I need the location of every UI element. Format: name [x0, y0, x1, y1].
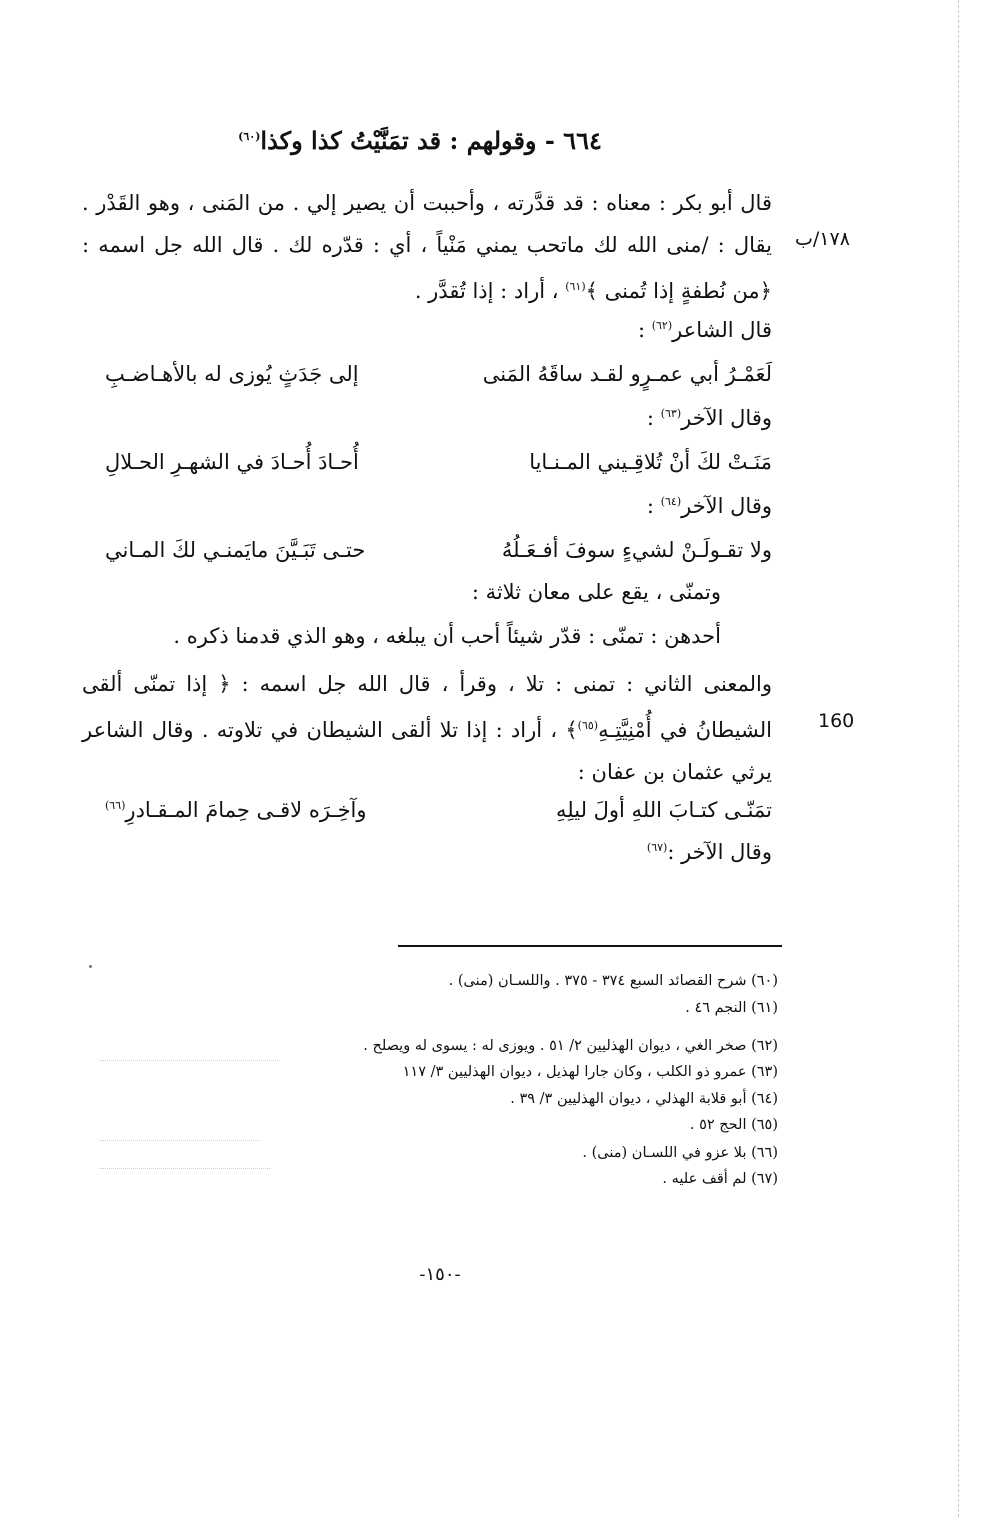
- verse-2-first-hemistich: مَنَـتْ لكَ أنْ تُلاقِـيني المـنـايا: [529, 450, 772, 474]
- verse-4-first-hemistich: تمَنّـى كتـابَ اللهِ أولَ ليلِهِ: [556, 798, 772, 822]
- verse-1: [105, 362, 772, 392]
- page-number: -١٥٠-: [419, 1264, 461, 1285]
- verse-2-second-hemistich: أُحـادَ أُحـادَ في الشهـرِ الحـلالِ: [105, 450, 359, 474]
- page-edge-dashed-line: [958, 0, 959, 1517]
- footnote-63: (٦٣) عمرو ذو الكلب ، وكان جارا لهذيل ، ديوان الهذليين ٣/ ١١٧: [402, 1064, 778, 1080]
- footnote-64: (٦٤) أبو قلابة الهذلي ، ديوان الهذليين ٣/ ٣٩ .: [510, 1091, 778, 1107]
- verse-1-second-hemistich: إلى جَدَثٍ يُوزى له بالأهـاضـبِ: [105, 362, 359, 386]
- section-heading: ٦٦٤ - وقولهم : قد تمَنَّيْتُ كذا وكذا$^{(٦٠)}$: [238, 126, 602, 155]
- scan-faint-dots: [100, 1168, 270, 1169]
- margin-number: 160: [818, 710, 855, 732]
- poet-intro-5: وقال الآخر :$^{(٦٧)}$: [646, 840, 772, 864]
- footnote-65: (٦٥) الحج ٥٢ .: [689, 1117, 778, 1133]
- footnote-60: (٦٠) شرح القصائد السبع ٣٧٤ - ٣٧٥ . واللسـان (منى) .: [448, 973, 778, 989]
- verse-4: [105, 798, 772, 828]
- footnote-66: (٦٦) بلا عزو في اللسـان (منى) .: [582, 1145, 778, 1161]
- footnote-separator: [398, 945, 782, 947]
- scan-faint-dots: [100, 1060, 280, 1061]
- verse-1-first-hemistich: لَعَمْـرُ أبي عمـرٍو لقـد ساقَهُ المَنى: [482, 362, 772, 386]
- verse-3-second-hemistich: حتـى تَبَـيَّنَ مايَمنـي لكَ المـاني: [105, 538, 366, 562]
- verse-4-second-hemistich: وآخِـرَه لاقـى حِمامَ المـقـادرِ$^{(٦٦)}$: [105, 798, 367, 822]
- footnote-62: (٦٢) صخر الغي ، ديوان الهذليين ٢/ ٥١ . ويوزى له : يسوى له ويصلح .: [363, 1038, 778, 1054]
- line-three-meanings: وتمنّى ، يقع على معان ثلاثة :: [471, 580, 721, 604]
- paragraph-second-meaning: والمعنى الثاني : تمنى : تلا ، وقرأ ، قال الله جل اسمه : ﴿ إذا تمنّى ألقى الشيطانُ في أُمْنِيَّتِـهِ$^{(٦٥)}$﴾ ، أراد : إذا تلا ألقى الشيطان في تلاوته . وقال الشاعر يرثي عثمان بن عفان :: [82, 672, 773, 784]
- footnote-67: (٦٧) لم أقف عليه .: [662, 1171, 778, 1187]
- poet-intro-2: وقال الآخر$^{(٦٣)}$ :: [646, 406, 772, 430]
- paragraph-intro: قال أبو بكر : معناه : قد قدَّرته ، وأحببت أن يصير إلي . من المَنى ، وهو القَدْر . يقال : /منى الله لك ماتحب يمني مَنْياً ، أي : قدّره لك . قال الله جل اسمه : ﴿من نُطفةٍ إذا تُمنى ﴾$^{(٦١)}$ ، أراد : إذا تُقدَّر .: [82, 191, 772, 303]
- verse-3-first-hemistich: ولا تقـولَـنْ لشيءٍ سوفَ أفـعَـلُهُ: [501, 538, 772, 562]
- verse-2: [105, 450, 772, 480]
- poet-intro-3: وقال الآخر$^{(٦٤)}$ :: [646, 494, 772, 518]
- scan-faint-dots: [100, 1140, 260, 1141]
- poet-intro-1: قال الشاعر$^{(٦٢)}$ :: [637, 318, 772, 342]
- margin-folio: ١٧٨/ب: [795, 228, 850, 250]
- line-first-meaning: أحدهن : تمنّى : قدّر شيئاً أحب أن يبلغه ، وهو الذي قدمنا ذكره .: [173, 624, 721, 648]
- footnote-61: (٦١) النجم ٤٦ .: [685, 1000, 778, 1016]
- verse-3: [105, 538, 772, 568]
- scan-speck: [89, 965, 92, 968]
